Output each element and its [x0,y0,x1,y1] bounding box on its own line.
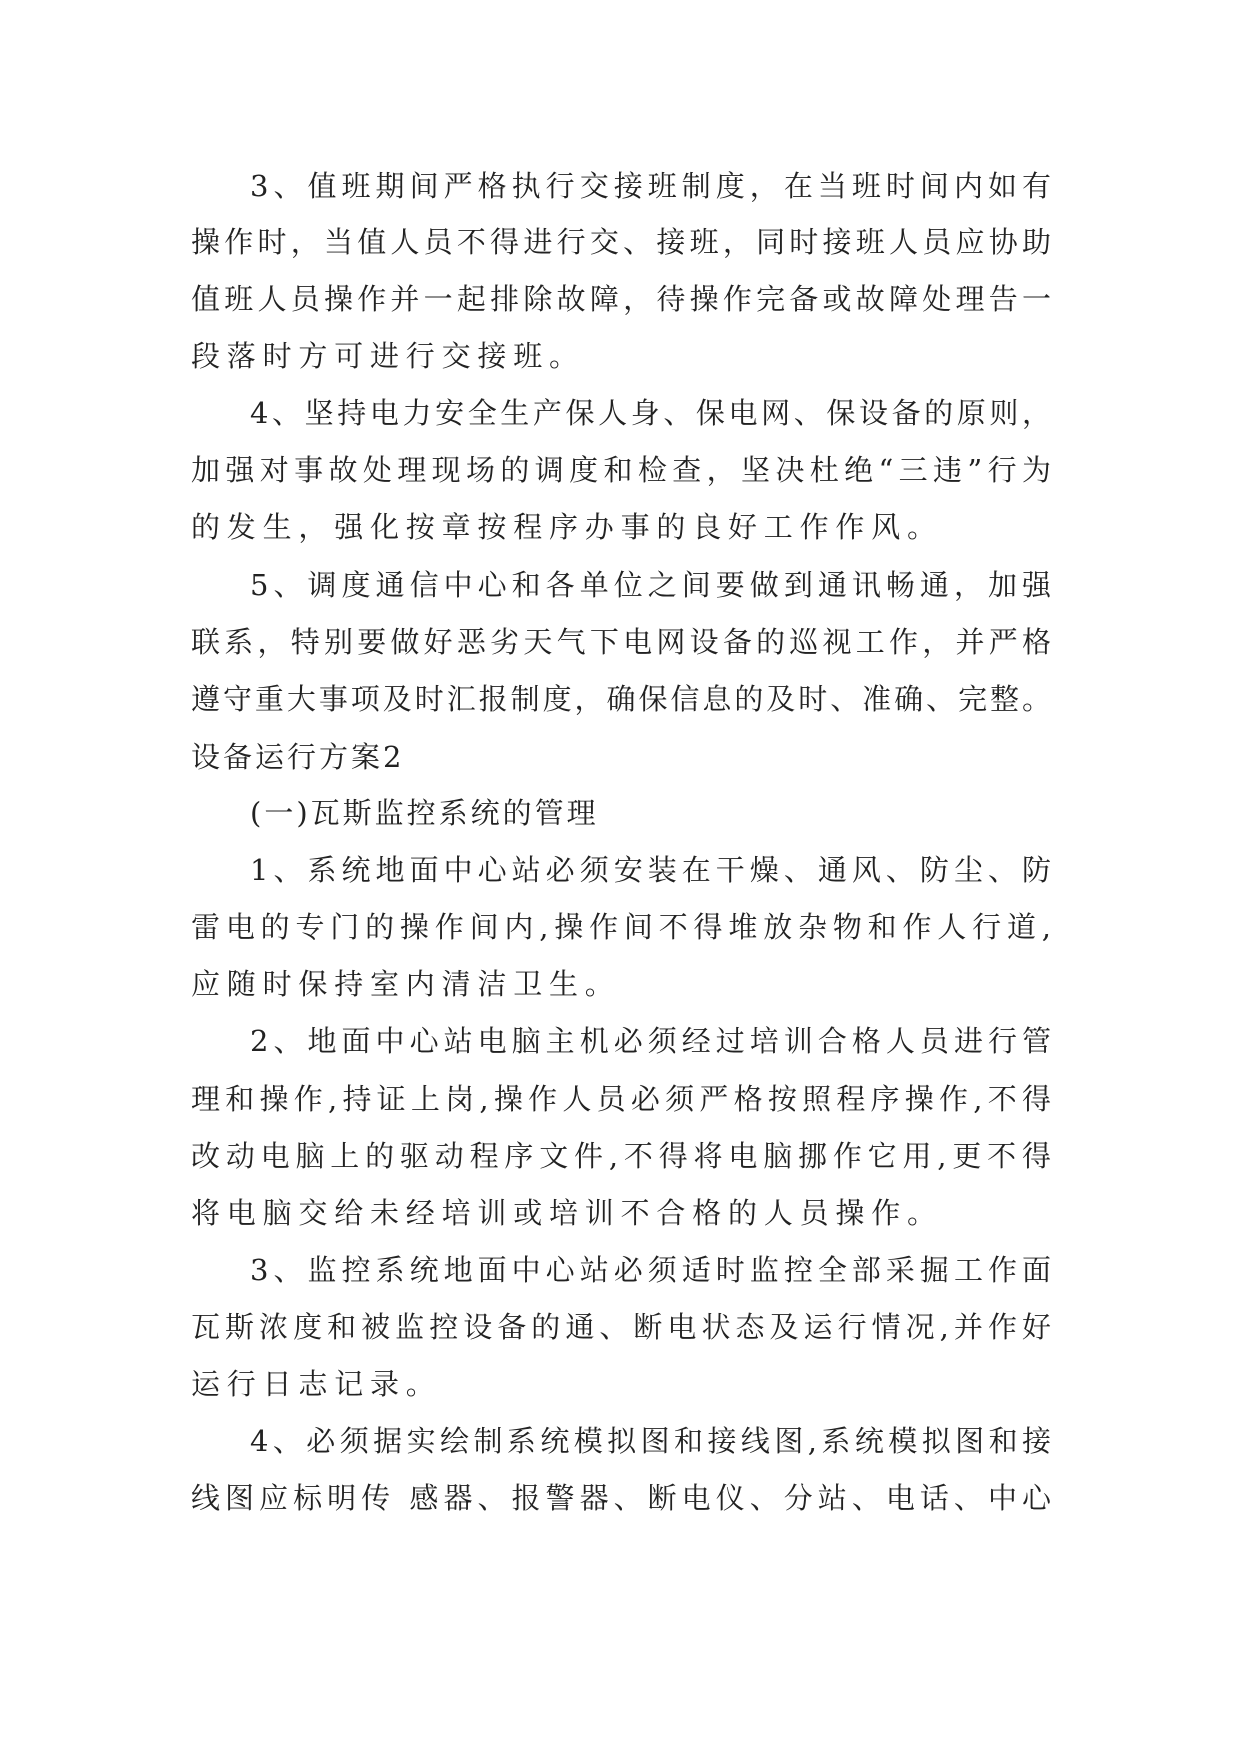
paragraph-line: 雷电的专门的操作间内,操作间不得堆放杂物和作人行道, [191,910,1051,944]
paragraph-line: 理和操作,持证上岗,操作人员必须严格按照程序操作,不得 [191,1082,1051,1116]
paragraph-line: 瓦斯浓度和被监控设备的通、断电状态及运行情况,并作好 [191,1310,1051,1344]
section-heading: 设备运行方案2 [191,740,405,774]
paragraph-line: 应随时保持室内清洁卫生。 [191,967,621,1001]
paragraph-line: 段落时方可进行交接班。 [191,339,585,373]
paragraph-line: 运行日志记录。 [191,1367,442,1401]
paragraph-line: 将电脑交给未经培训或培训不合格的人员操作。 [191,1196,943,1230]
paragraph-line: 5、调度通信中心和各单位之间要做到通讯畅通，加强 [250,568,1051,602]
paragraph-line: 3、值班期间严格执行交接班制度，在当班时间内如有 [250,169,1051,203]
paragraph-line: 的发生，强化按章按程序办事的良好工作作风。 [191,510,943,544]
paragraph-line: 改动电脑上的驱动程序文件,不得将电脑挪作它用,更不得 [191,1139,1051,1173]
paragraph-line: 遵守重大事项及时汇报制度，确保信息的及时、准确、完整。 [191,682,1051,716]
paragraph-line: 线图应标明传 感器、报警器、断电仪、分站、电话、中心 [191,1481,1051,1515]
paragraph-line: 2、地面中心站电脑主机必须经过培训合格人员进行管 [250,1024,1051,1058]
paragraph-line: 4、坚持电力安全生产保人身、保电网、保设备的原则， [250,396,1051,430]
paragraph-line: 值班人员操作并一起排除故障，待操作完备或故障处理告一 [191,282,1051,316]
subsection-heading: (一)瓦斯监控系统的管理 [250,796,599,830]
paragraph-line: 1、系统地面中心站必须安装在干燥、通风、防尘、防 [250,853,1051,887]
paragraph-line: 操作时，当值人员不得进行交、接班，同时接班人员应协助 [191,225,1051,259]
paragraph-line: 加强对事故处理现场的调度和检查，坚决杜绝“三违”行为 [191,453,1051,487]
paragraph-line: 3、监控系统地面中心站必须适时监控全部采掘工作面 [250,1253,1051,1287]
paragraph-line: 联系，特别要做好恶劣天气下电网设备的巡视工作，并严格 [191,625,1051,659]
paragraph-line: 4、必须据实绘制系统模拟图和接线图,系统模拟图和接 [250,1424,1051,1458]
